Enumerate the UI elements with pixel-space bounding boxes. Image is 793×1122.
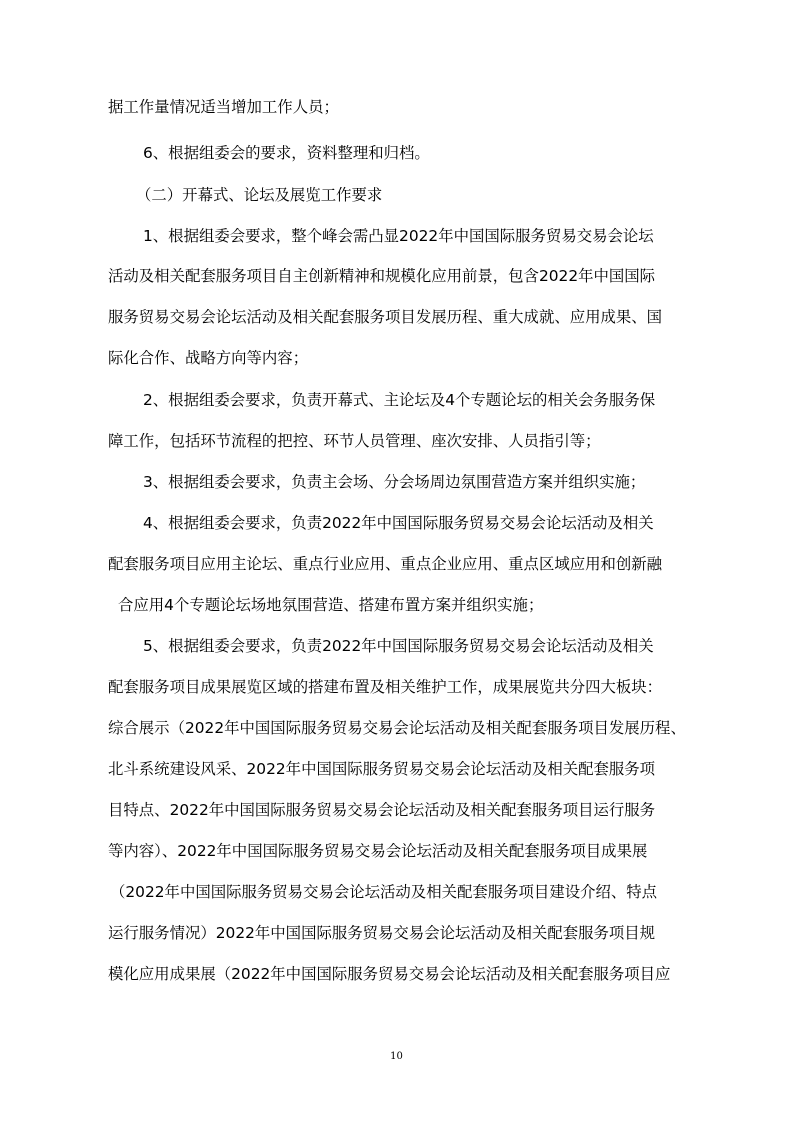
text-line-2: 6、根据组委会的要求，资料整理和归档。: [143, 144, 430, 162]
text-line-10: 3、根据组委会要求，负责主会场、分会场周边氛围营造方案并组织实施；: [143, 473, 646, 491]
text-line-9: 障工作，包括环节流程的把控、环节人员管理、座次安排、人员指引等；: [108, 432, 601, 450]
text-line-1: 据工作量情况适当增加工作人员；: [108, 98, 339, 116]
text-line-5: 活动及相关配套服务项目自主创新精神和规模化应用前景，包含2022年中国国际: [108, 267, 656, 285]
text-line-21: 运行服务情况）2022年中国国际服务贸易交易会论坛活动及相关配套服务项目规: [108, 924, 656, 942]
page-number: 10: [390, 1051, 403, 1062]
text-line-7: 际化合作、战略方向等内容；: [108, 349, 309, 367]
text-line-18: 目特点、2022年中国国际服务贸易交易会论坛活动及相关配套服务项目运行服务: [108, 801, 656, 819]
text-line-14: 5、根据组委会要求，负责2022年中国国际服务贸易交易会论坛活动及相关: [143, 637, 654, 655]
text-line-8: 2、根据组委会要求，负责开幕式、主论坛及4个专题论坛的相关会务服务保: [143, 391, 656, 409]
text-line-22: 模化应用成果展（2022年中国国际服务贸易交易会论坛活动及相关配套服务项目应: [108, 965, 671, 983]
text-line-12: 配套服务项目应用主论坛、重点行业应用、重点企业应用、重点区域应用和创新融: [108, 555, 663, 573]
text-line-15: 配套服务项目成果展览区域的搭建布置及相关维护工作，成果展览共分四大板块：: [108, 678, 663, 696]
section-heading: （二）开幕式、论坛及展览工作要求: [136, 186, 383, 204]
text-line-13: 合应用4个专题论坛场地氛围营造、搭建布置方案并组织实施；: [118, 596, 544, 614]
text-line-6: 服务贸易交易会论坛活动及相关配套服务项目发展历程、重大成就、应用成果、国: [108, 308, 663, 326]
text-line-16: 综合展示（2022年中国国际服务贸易交易会论坛活动及相关配套服务项目发展历程、: [108, 719, 686, 737]
text-line-20: （2022年中国国际服务贸易交易会论坛活动及相关配套服务项目建设介绍、特点: [110, 883, 658, 901]
text-line-19: 等内容）、2022年中国国际服务贸易交易会论坛活动及相关配套服务项目成果展: [108, 842, 648, 860]
text-line-4: 1、根据组委会要求，整个峰会需凸显2022年中国国际服务贸易交易会论坛: [143, 227, 654, 245]
text-line-17: 北斗系统建设风采、2022年中国国际服务贸易交易会论坛活动及相关配套服务项: [108, 760, 656, 778]
text-line-11: 4、根据组委会要求，负责2022年中国国际服务贸易交易会论坛活动及相关: [143, 514, 654, 532]
